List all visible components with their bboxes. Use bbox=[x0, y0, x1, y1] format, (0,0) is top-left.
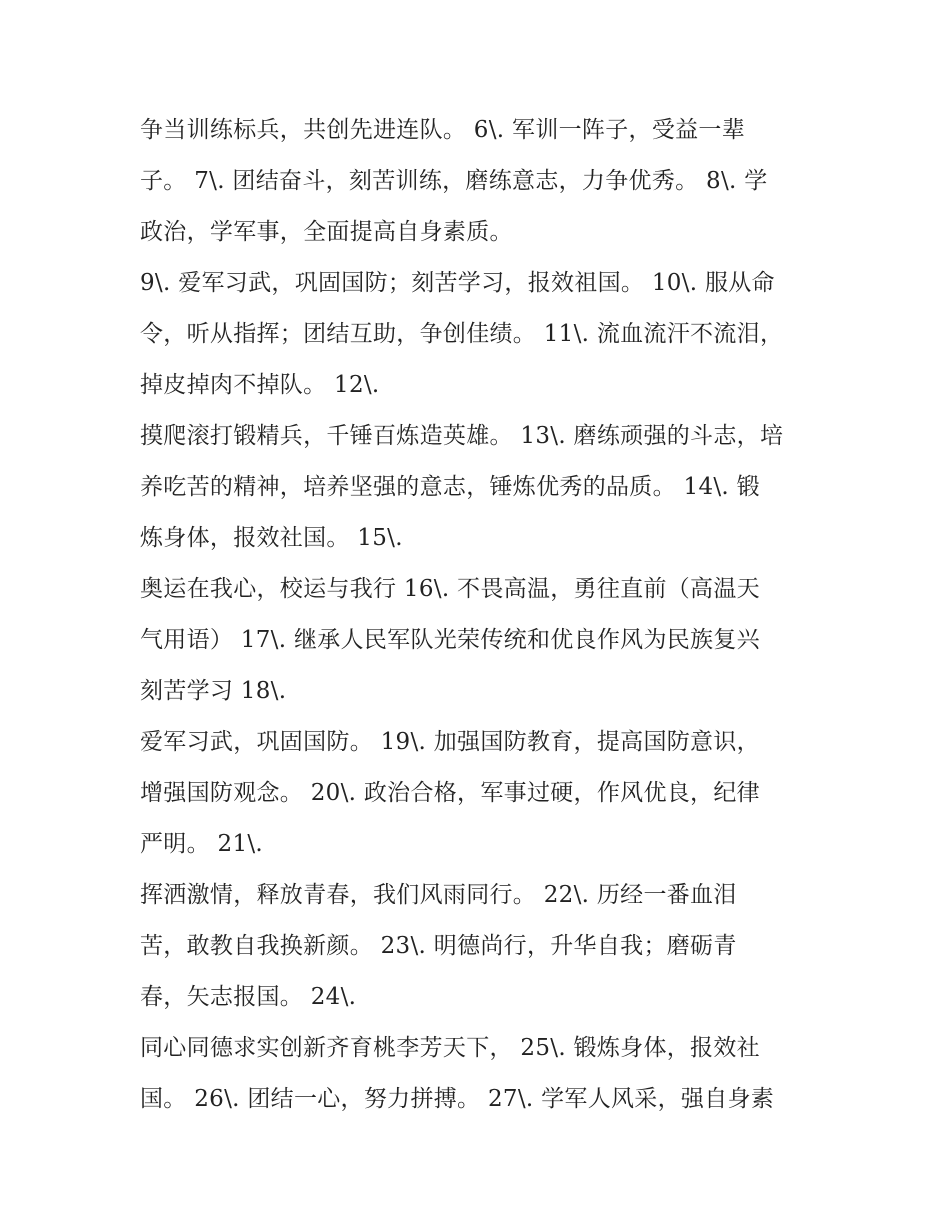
text-line: 同心同德求实创新齐育桃李芳天下， 25\. 锻炼身体，报效社 bbox=[140, 1035, 760, 1061]
text-line: 春，矢志报国。 24\. bbox=[140, 984, 357, 1010]
text-line: 国。 26\. 团结一心，努力拼搏。 27\. 学军人风采，强自身素 bbox=[140, 1086, 775, 1112]
text-line: 摸爬滚打锻精兵，千锤百炼造英雄。 13\. 磨练顽强的斗志，培 bbox=[140, 423, 784, 449]
text-line: 奥运在我心，校运与我行 16\. 不畏高温，勇往直前（高温天 bbox=[140, 576, 760, 602]
text-line: 政治，学军事，全面提高自身素质。 bbox=[140, 219, 513, 245]
text-line: 气用语） 17\. 继承人民军队光荣传统和优良作风为民族复兴 bbox=[140, 627, 760, 653]
text-line: 9\. 爱军习武，巩固国防；刻苦学习，报效祖国。 10\. 服从命 bbox=[140, 270, 775, 296]
text-line: 挥洒激情，释放青春，我们风雨同行。 22\. 历经一番血泪 bbox=[140, 882, 737, 908]
text-line: 严明。 21\. bbox=[140, 831, 264, 857]
text-line: 苦，敢教自我换新颜。 23\. 明德尚行，升华自我；磨砺青 bbox=[140, 933, 737, 959]
text-line: 刻苦学习 18\. bbox=[140, 678, 287, 704]
text-line: 掉皮掉肉不掉队。 12\. bbox=[140, 372, 380, 398]
text-line: 爱军习武，巩固国防。 19\. 加强国防教育，提高国防意识， bbox=[140, 729, 760, 755]
text-line: 争当训练标兵，共创先进连队。 6\. 军训一阵子，受益一辈 bbox=[140, 117, 746, 143]
text-line: 炼身体，报效社国。 15\. bbox=[140, 525, 403, 551]
text-line: 养吃苦的精神，培养坚强的意志，锤炼优秀的品质。 14\. 锻 bbox=[140, 474, 760, 500]
document-body bbox=[140, 108, 840, 1128]
text-line: 增强国防观念。 20\. 政治合格，军事过硬，作风优良，纪律 bbox=[140, 780, 760, 806]
text-line: 令，听从指挥；团结互助，争创佳绩。 11\. 流血流汗不流泪， bbox=[140, 321, 784, 347]
text-line: 子。 7\. 团结奋斗，刻苦训练，磨练意志，力争优秀。 8\. 学 bbox=[140, 168, 768, 194]
